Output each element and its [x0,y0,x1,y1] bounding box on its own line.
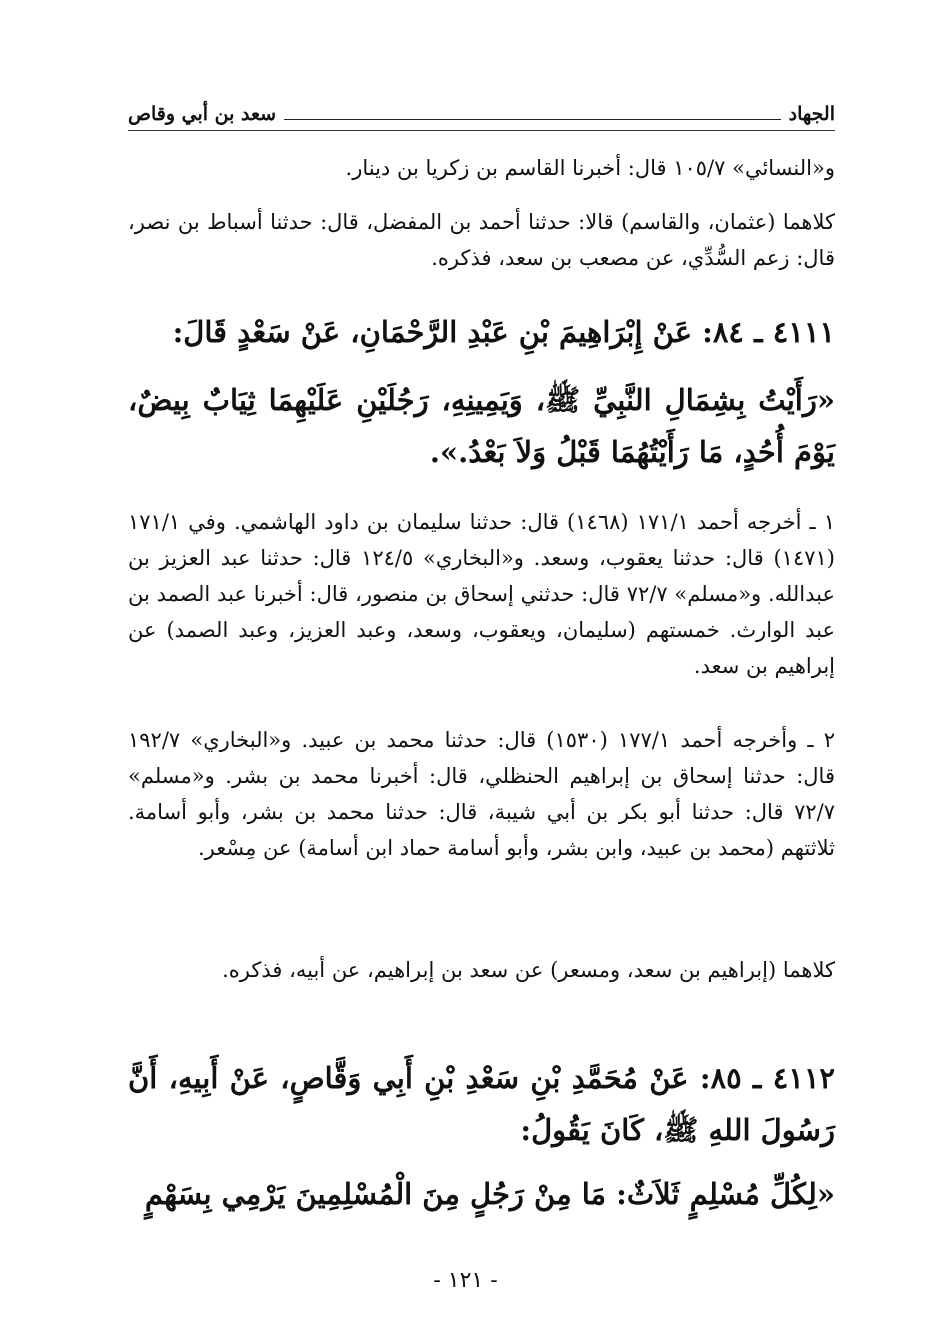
header-rule [284,119,781,120]
takhrij-2: ٢ ـ وأخرجه أحمد ١٧٧/١ (١٥٣٠) قال: حدثنا محمد بن عبيد. و«البخاري» ١٩٢/٧ قال: حدثنا إسحاق بن إبراهيم الحنظلي، قال: أخبرنا محمد بن بشر. و«مسلم» ٧٢/٧ قال: حدثنا أبو بكر بن أبي شيبة، قال: حدثنا محمد بن بشر، وأبو أسامة. ثلاثتهم (محمد بن عبيد، وابن بشر، وأبو أسامة حماد ابن أسامة) عن مِسْعر. [128,728,835,860]
hadith-4111-text: «رَأَيْتُ بِشِمَالِ النَّبِيِّ ﷺ، وَيَمِينِهِ، رَجُلَيْنِ عَلَيْهِمَا ثِيَابٌ بِيضٌ، يَوْمَ أُحُدٍ، مَا رَأَيْتُهُمَا قَبْلُ وَلاَ بَعْدُ.». [128,383,835,469]
paragraph-kilahuma-1: كلاهما (عثمان، والقاسم) قالا: حدثنا أحمد بن المفضل، قال: حدثنا أسباط بن نصر، قال: زعم السُّدِّي، عن مصعب بن سعد، فذكره. [128,210,835,270]
page-number: - ١٢١ - [433,1268,498,1293]
hadith-4112-intro: ٤١١٢ ـ ٨٥: عَنْ مُحَمَّدِ بْنِ سَعْدِ بْنِ أَبِي وَقَّاصٍ، عَنْ أَبِيهِ، أَنَّ رَسُولَ اللهِ ﷺ، كَانَ يَقُولُ: [128,1061,835,1147]
hadith-4112-text: «لِكُلِّ مُسْلِمٍ ثَلاَثٌ: مَا مِنْ رَجُلٍ مِنَ الْمُسْلِمِينَ يَرْمِي بِسَهْمٍ [144,1177,835,1211]
header-chapter: الجهاد [788,103,835,125]
hadith-4111-heading: ٤١١١ ـ ٨٤: عَنْ إِبْرَاهِيمَ بْنِ عَبْدِ الرَّحْمَانِ، عَنْ سَعْدٍ قَالَ: [172,315,835,349]
running-header [128,96,835,126]
paragraph-kilahuma-2: كلاهما (إبراهيم بن سعد، ومسعر) عن سعد بن إبراهيم، عن أبيه، فذكره. [222,958,835,982]
header-divider [128,130,835,131]
takhrij-1: ١ ـ أخرجه أحمد ١٧١/١ (١٤٦٨) قال: حدثنا سليمان بن داود الهاشمي. وفي ١٧١/١ (١٤٧١) قال: حدثنا يعقوب، وسعد. و«البخاري» ١٢٤/٥ قال: حدثنا عبد العزيز بن عبدالله. و«مسلم» ٧٢/٧ قال: حدثني إسحاق بن منصور، قال: أخبرنا عبد الصمد بن عبد الوارث. خمستهم (سليمان، ويعقوب، وسعد، وعبد العزيز، وعبد الصمد) عن إبراهيم بن سعد. [128,510,836,678]
header-section: سعد بن أبي وقاص [128,103,277,125]
paragraph-nasai: و«النسائي» ١٠٥/٧ قال: أخبرنا القاسم بن زكريا بن دينار. [345,156,835,180]
